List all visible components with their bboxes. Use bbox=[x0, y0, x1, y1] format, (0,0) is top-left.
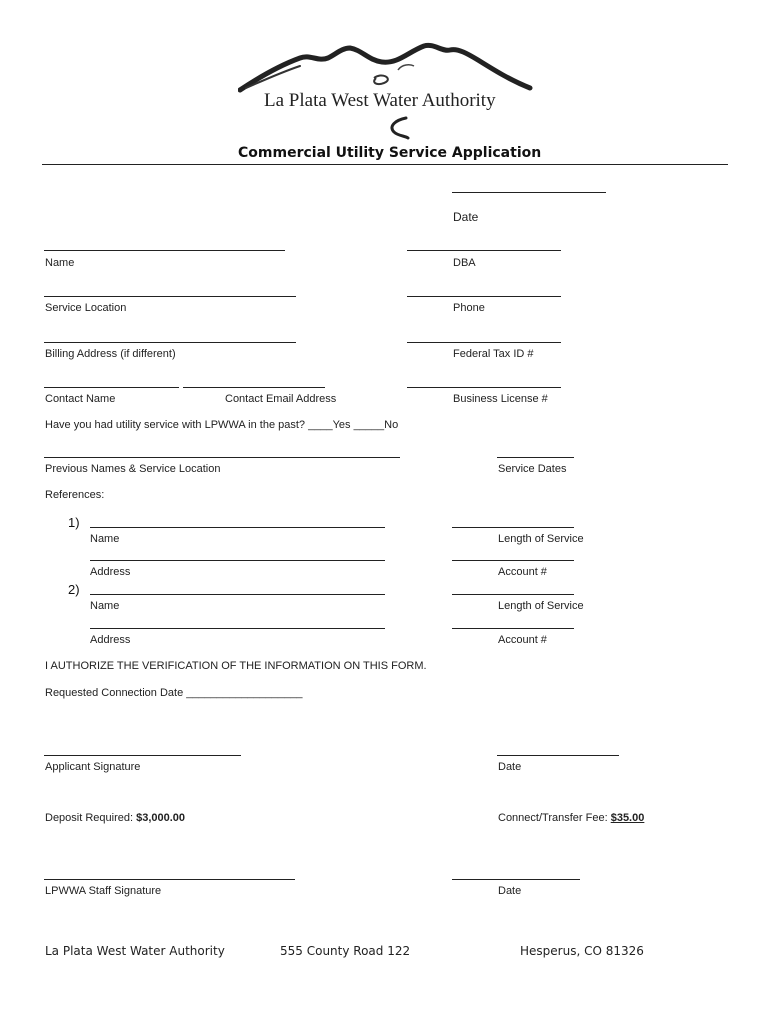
phone-label: Phone bbox=[453, 302, 485, 314]
reference-1-name-line[interactable] bbox=[90, 527, 385, 528]
previous-names-line[interactable] bbox=[44, 457, 400, 458]
date-line[interactable] bbox=[452, 192, 606, 193]
phone-line[interactable] bbox=[407, 296, 561, 297]
reference-1-number: 1) bbox=[68, 515, 80, 530]
reference-2-address-label: Address bbox=[90, 634, 131, 646]
applicant-date-label: Date bbox=[498, 761, 522, 773]
name-label: Name bbox=[45, 257, 75, 269]
reference-2-length-line[interactable] bbox=[452, 594, 574, 595]
federal-tax-id-line[interactable] bbox=[407, 342, 561, 343]
staff-signature-line[interactable] bbox=[44, 879, 295, 880]
reference-2-name-line[interactable] bbox=[90, 594, 385, 595]
reference-2-account-line[interactable] bbox=[452, 628, 574, 629]
contact-name-label: Contact Name bbox=[45, 393, 116, 405]
contact-email-label: Contact Email Address bbox=[225, 393, 337, 405]
contact-email-line[interactable] bbox=[183, 387, 325, 388]
business-license-line[interactable] bbox=[407, 387, 561, 388]
authorization-statement: I AUTHORIZE THE VERIFICATION OF THE INFORMATION ON THIS FORM. bbox=[45, 660, 427, 672]
contact-name-line[interactable] bbox=[44, 387, 179, 388]
date-label: Date bbox=[453, 210, 479, 224]
logo bbox=[238, 42, 534, 142]
form-title: Commercial Utility Service Application bbox=[238, 145, 542, 161]
deposit-value: $3,000.00 bbox=[136, 812, 186, 824]
reference-1-account-line[interactable] bbox=[452, 560, 574, 561]
business-license-label: Business License # bbox=[453, 393, 548, 405]
requested-connection-date: Requested Connection Date ___________________ bbox=[45, 687, 303, 699]
applicant-signature-line[interactable] bbox=[44, 755, 241, 756]
connect-transfer-fee bbox=[498, 812, 644, 824]
reference-2-name-label: Name bbox=[90, 600, 120, 612]
staff-date-label: Date bbox=[498, 885, 522, 897]
connect-fee-value: $35.00 bbox=[610, 812, 645, 824]
title-divider bbox=[42, 164, 728, 165]
reference-2-address-line[interactable] bbox=[90, 628, 385, 629]
service-dates-label: Service Dates bbox=[498, 463, 567, 475]
footer-city: Hesperus, CO 81326 bbox=[520, 944, 644, 958]
staff-signature-label: LPWWA Staff Signature bbox=[45, 885, 162, 897]
reference-1-address-label: Address bbox=[90, 566, 131, 578]
staff-date-line[interactable] bbox=[452, 879, 580, 880]
service-location-line[interactable] bbox=[44, 296, 296, 297]
reference-1-account-label: Account # bbox=[498, 566, 547, 578]
billing-address-label: Billing Address (if different) bbox=[45, 348, 176, 360]
reference-1-address-line[interactable] bbox=[90, 560, 385, 561]
reference-2-number: 2) bbox=[68, 582, 80, 597]
service-location-label: Service Location bbox=[45, 302, 127, 314]
applicant-date-line[interactable] bbox=[497, 755, 619, 756]
reference-1-name-label: Name bbox=[90, 533, 120, 545]
reference-1-length-label: Length of Service bbox=[498, 533, 584, 545]
billing-address-line[interactable] bbox=[44, 342, 296, 343]
federal-tax-id-label: Federal Tax ID # bbox=[453, 348, 534, 360]
connect-fee-label: Connect/Transfer Fee: bbox=[498, 812, 611, 824]
references-heading: References: bbox=[45, 489, 105, 501]
footer-org: La Plata West Water Authority bbox=[45, 944, 225, 958]
dba-line[interactable] bbox=[407, 250, 561, 251]
reference-2-account-label: Account # bbox=[498, 634, 547, 646]
deposit-label: Deposit Required: bbox=[45, 812, 137, 824]
dba-label: DBA bbox=[453, 257, 476, 269]
logo-org-name: La Plata West Water Authority bbox=[264, 90, 496, 111]
previous-names-label: Previous Names & Service Location bbox=[45, 463, 221, 475]
past-service-question: Have you had utility service with LPWWA in the past? ____Yes _____No bbox=[45, 419, 399, 431]
reference-2-length-label: Length of Service bbox=[498, 600, 584, 612]
service-dates-line[interactable] bbox=[497, 457, 574, 458]
footer-address: 555 County Road 122 bbox=[280, 944, 411, 958]
name-line[interactable] bbox=[44, 250, 285, 251]
deposit-required bbox=[45, 812, 185, 824]
applicant-signature-label: Applicant Signature bbox=[45, 761, 141, 773]
reference-1-length-line[interactable] bbox=[452, 527, 574, 528]
